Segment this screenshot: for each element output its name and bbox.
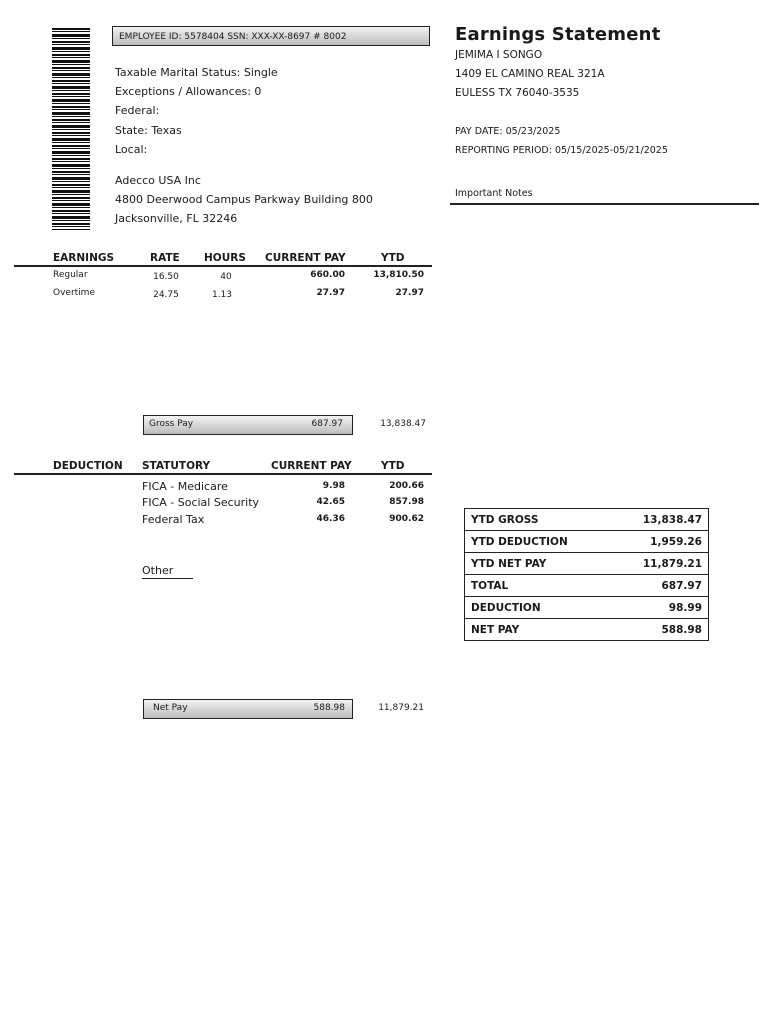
earnings-header-rule — [14, 265, 432, 267]
barcode — [52, 28, 90, 230]
marital-status: Taxable Marital Status: Single — [115, 66, 278, 79]
earning-row-rate: 16.50 — [153, 272, 179, 282]
net-pay-box — [143, 699, 353, 719]
earning-row-name: Overtime — [53, 288, 95, 298]
current-pay-header: CURRENT PAY — [265, 252, 346, 264]
summary-table — [464, 508, 709, 641]
employee-address-line1: 1409 EL CAMINO REAL 321A — [455, 68, 605, 80]
page-title: Earnings Statement — [455, 24, 661, 45]
earning-row-rate: 24.75 — [153, 290, 179, 300]
net-pay-label: Net Pay — [153, 703, 188, 713]
state-label: State: Texas — [115, 124, 182, 137]
summary-label: YTD DEDUCTION — [465, 531, 612, 553]
hours-header: HOURS — [204, 252, 246, 264]
gross-pay-ytd: 13,838.47 — [380, 419, 426, 429]
important-notes-divider — [450, 203, 759, 205]
summary-value: 11,879.21 — [612, 553, 709, 575]
employee-name: JEMIMA I SONGO — [455, 49, 543, 61]
summary-value: 588.98 — [612, 619, 709, 641]
earning-row-current: 660.00 — [310, 270, 345, 280]
summary-label: YTD GROSS — [465, 509, 612, 531]
summary-label: NET PAY — [465, 619, 612, 641]
gross-pay-box — [143, 415, 353, 435]
summary-value: 1,959.26 — [612, 531, 709, 553]
summary-row — [465, 509, 709, 531]
earning-row-ytd: 27.97 — [395, 288, 424, 298]
rate-header: RATE — [150, 252, 180, 264]
summary-label: TOTAL — [465, 575, 612, 597]
earning-row-current: 27.97 — [316, 288, 345, 298]
deduction-header: DEDUCTION — [53, 460, 123, 472]
earning-row-ytd: 13,810.50 — [373, 270, 424, 280]
summary-row — [465, 619, 709, 641]
deduction-row-current: 46.36 — [316, 514, 345, 524]
employer-address-line1: 4800 Deerwood Campus Parkway Building 800 — [115, 193, 373, 206]
deduction-row-name: FICA - Medicare — [142, 480, 228, 493]
important-notes-label: Important Notes — [455, 188, 533, 199]
other-label: Other — [142, 564, 174, 577]
deduction-row-name: FICA - Social Security — [142, 496, 260, 509]
summary-row — [465, 531, 709, 553]
deduction-row-ytd: 857.98 — [389, 497, 424, 507]
summary-row — [465, 553, 709, 575]
summary-row — [465, 575, 709, 597]
deduction-current-pay-header: CURRENT PAY — [271, 460, 352, 472]
employee-address-line2: EULESS TX 76040-3535 — [455, 87, 580, 99]
employee-id-box: EMPLOYEE ID: 5578404 SSN: XXX-XX-8697 # 8002 — [112, 26, 430, 46]
reporting-period: REPORTING PERIOD: 05/15/2025-05/21/2025 — [455, 145, 668, 156]
gross-pay-current: 687.97 — [311, 419, 343, 429]
deduction-row-ytd: 200.66 — [389, 481, 424, 491]
gross-pay-label: Gross Pay — [149, 419, 194, 429]
statutory-header: STATUTORY — [142, 460, 211, 472]
net-pay-current: 588.98 — [313, 703, 345, 713]
deduction-header-rule — [14, 473, 432, 475]
summary-label: DEDUCTION — [465, 597, 612, 619]
federal-label: Federal: — [115, 104, 160, 117]
employer-address-line2: Jacksonville, FL 32246 — [115, 212, 238, 225]
pay-date: PAY DATE: 05/23/2025 — [455, 126, 561, 137]
summary-row — [465, 597, 709, 619]
deduction-row-current: 42.65 — [316, 497, 345, 507]
deduction-ytd-header: YTD — [381, 460, 405, 472]
other-underline — [142, 578, 193, 579]
exceptions-allowances: Exceptions / Allowances: 0 — [115, 85, 262, 98]
local-label: Local: — [115, 143, 148, 156]
summary-value: 13,838.47 — [612, 509, 709, 531]
earning-row-hours: 1.13 — [211, 290, 233, 300]
summary-label: YTD NET PAY — [465, 553, 612, 575]
earnings-header: EARNINGS — [53, 252, 115, 264]
net-pay-ytd: 11,879.21 — [378, 703, 424, 713]
ytd-header: YTD — [381, 252, 405, 264]
earning-row-hours: 40 — [220, 272, 232, 282]
deduction-row-ytd: 900.62 — [389, 514, 424, 524]
deduction-row-current: 9.98 — [322, 481, 345, 491]
earning-row-name: Regular — [53, 270, 88, 280]
summary-value: 98.99 — [612, 597, 709, 619]
deduction-row-name: Federal Tax — [142, 513, 205, 526]
employer-name: Adecco USA Inc — [115, 174, 201, 187]
summary-value: 687.97 — [612, 575, 709, 597]
